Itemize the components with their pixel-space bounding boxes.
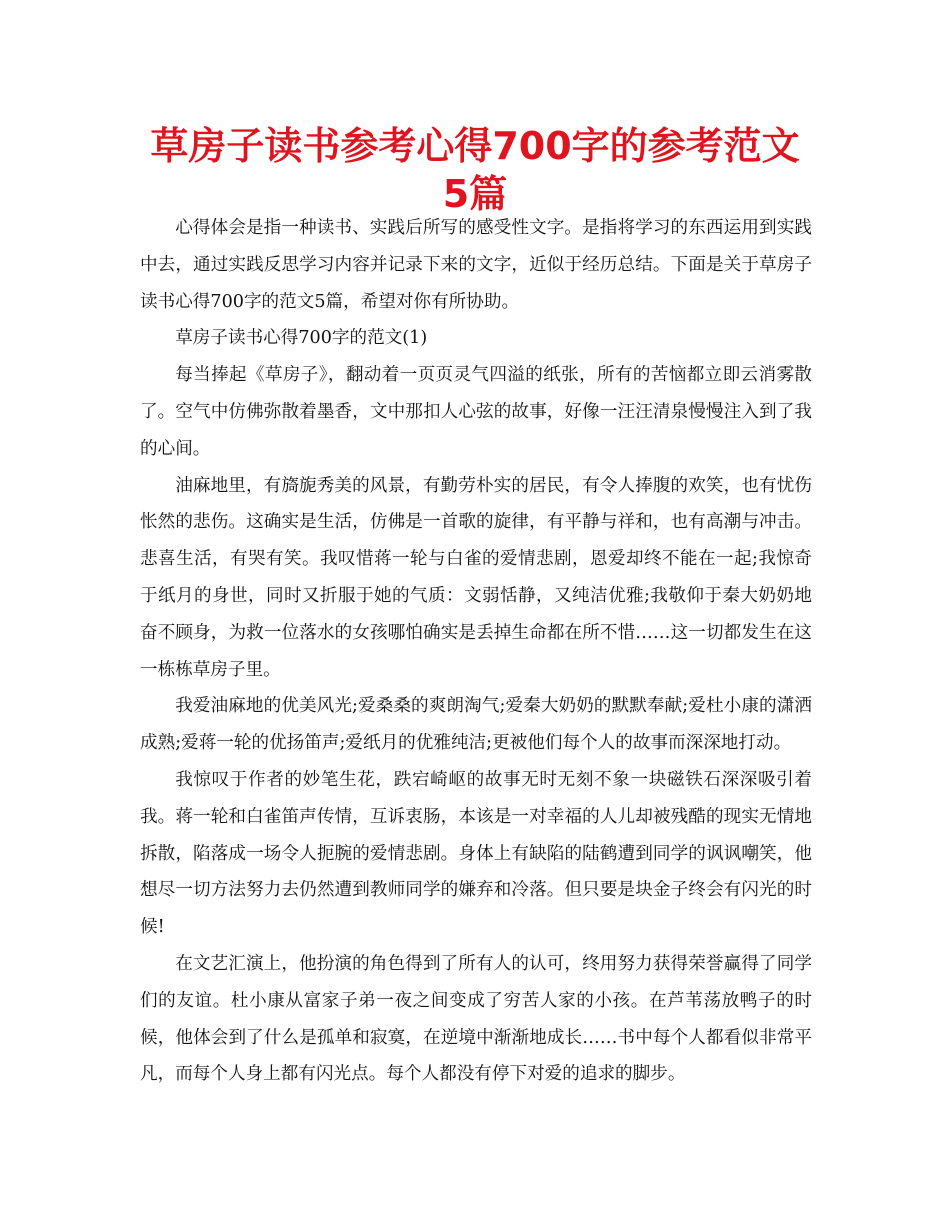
paragraph: 在文艺汇演上，他扮演的角色得到了所有人的认可，终用努力获得荣誉赢得了同学们的友谊。杜小康从富家子弟一夜之间变成了穷苦人家的小孩。在芦苇荡放鸭子的时候，他体会到了什么是孤单和寂寞，在逆境中渐渐地成长……书中每个人都看似非常平凡，而每个人身上都有闪光点。每个人都没有停下对爱的追求的脚步。	[140, 953, 812, 1085]
document-body	[140, 210, 812, 1093]
paragraph: 我惊叹于作者的妙笔生花，跌宕崎岖的故事无时无刻不象一块磁铁石深深吸引着我。蒋一轮和白雀笛声传情，互诉衷肠，本该是一对幸福的人儿却被残酷的现实无情地拆散，陷落成一场令人扼腕的爱情悲剧。身体上有缺陷的陆鹤遭到同学的讽讽嘲笑，他想尽一切方法努力去仍然遭到教师同学的嫌弃和冷落。但只要是块金子终会有闪光的时候!	[140, 769, 812, 938]
paragraph-intro: 心得体会是指一种读书、实践后所写的感受性文字。是指将学习的东西运用到实践中去，通过实践反思学习内容并记录下来的文字，近似于经历总结。下面是关于草房子读书心得700字的范文5篇，希望对你有所协助。	[140, 218, 812, 312]
paragraph: 我爱油麻地的优美风光;爱桑桑的爽朗淘气;爱秦大奶奶的默默奉献;爱杜小康的潇洒成熟;爱蒋一轮的优扬笛声;爱纸月的优雅纯洁;更被他们每个人的故事而深深地打动。	[140, 696, 812, 754]
document-title: 草房子读书参考心得700字的参考范文5篇	[150, 124, 800, 216]
section-heading: 草房子读书心得700字的范文(1)	[175, 328, 428, 349]
paragraph: 油麻地里，有旖旎秀美的风景，有勤劳朴实的居民，有令人捧腹的欢笑，也有忧伤怅然的悲伤。这确实是生活，仿佛是一首歌的旋律，有平静与祥和，也有高潮与冲击。悲喜生活，有哭有笑。我叹惜蒋一轮与白雀的爱情悲剧，恩爱却终不能在一起;我惊奇于纸月的身世，同时又折服于她的气质：文弱恬静，又纯洁优雅;我敬仰于秦大奶奶地奋不顾身，为救一位落水的女孩哪怕确实是丢掉生命都在所不惜……这一切都发生在这一栋栋草房子里。	[140, 475, 812, 680]
paragraph: 每当捧起《草房子》，翻动着一页页灵气四溢的纸张，所有的苦恼都立即云消雾散了。空气中仿佛弥散着墨香，文中那扣人心弦的故事，好像一汪汪清泉慢慢注入到了我的心间。	[140, 365, 812, 459]
